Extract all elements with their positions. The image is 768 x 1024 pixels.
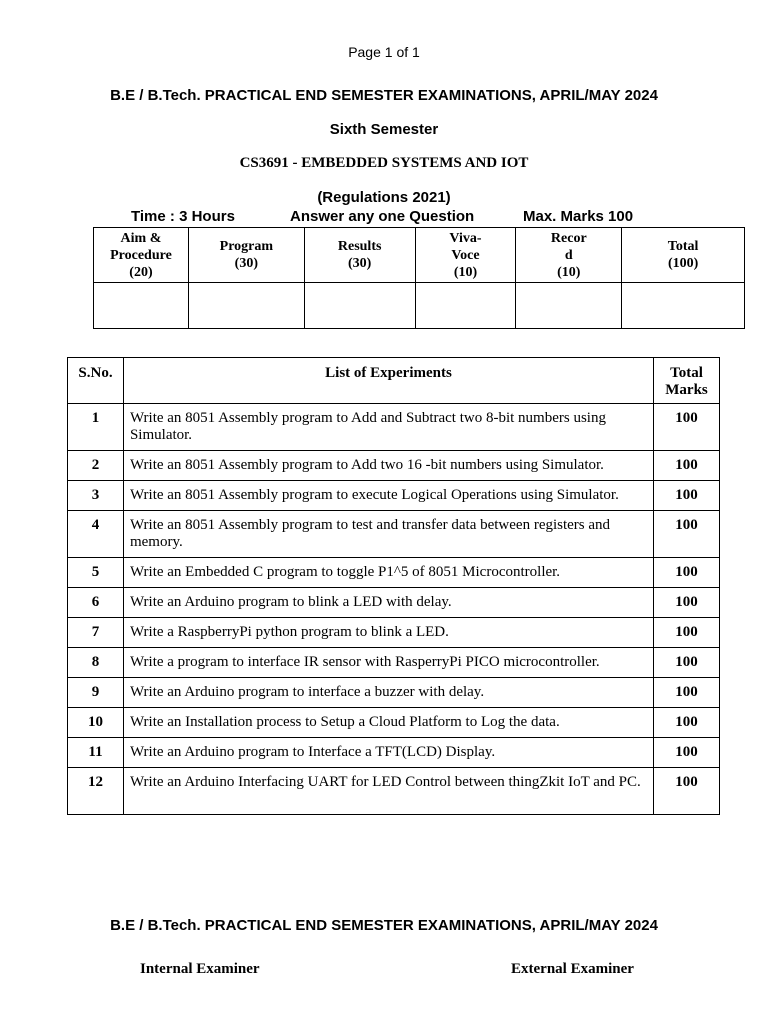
semester: Sixth Semester bbox=[329, 121, 439, 138]
footer-exam-title: B.E / B.Tech. PRACTICAL END SEMESTER EXAMINATIONS, APRIL/MAY 2024 bbox=[110, 917, 658, 934]
table-row bbox=[68, 588, 720, 618]
experiment-description: Write an 8051 Assembly program to Add two 16 -bit numbers using Simulator. bbox=[123, 451, 653, 481]
marks-header-program bbox=[188, 228, 304, 283]
header-line: (10) bbox=[453, 264, 478, 280]
header-line: Program bbox=[219, 239, 274, 254]
total-marks-header bbox=[654, 358, 720, 404]
table-row bbox=[68, 678, 720, 708]
internal-examiner-label: Internal Examiner bbox=[140, 961, 260, 977]
header-line: Marks bbox=[665, 382, 708, 398]
experiment-number: 9 bbox=[68, 678, 124, 708]
experiment-marks: 100 bbox=[654, 708, 720, 738]
header-line: (100) bbox=[667, 256, 699, 271]
exam-instruction: Answer any one Question bbox=[290, 208, 475, 225]
marks-entry-cell bbox=[516, 283, 622, 329]
table-row bbox=[68, 648, 720, 678]
header-line: d bbox=[564, 247, 573, 263]
exam-title: B.E / B.Tech. PRACTICAL END SEMESTER EXAMINATIONS, APRIL/MAY 2024 bbox=[110, 87, 658, 104]
exam-duration: Time : 3 Hours bbox=[131, 208, 235, 225]
experiment-number: 10 bbox=[68, 708, 124, 738]
experiment-description: Write an 8051 Assembly program to Add and Subtract two 8-bit numbers using Simulator. bbox=[123, 404, 653, 451]
table-row bbox=[68, 738, 720, 768]
page-number: Page 1 of 1 bbox=[348, 44, 420, 60]
marks-header-viva bbox=[415, 228, 516, 283]
header-line: (30) bbox=[348, 256, 372, 271]
experiment-number: 12 bbox=[68, 768, 124, 815]
experiment-number: 6 bbox=[68, 588, 124, 618]
header-line: Voce bbox=[451, 247, 480, 263]
header-line: Results bbox=[337, 239, 382, 254]
experiments-table bbox=[67, 357, 720, 815]
table-row bbox=[68, 618, 720, 648]
marks-header-aim bbox=[94, 228, 189, 283]
marks-entry-cell bbox=[622, 283, 745, 329]
experiment-number: 11 bbox=[68, 738, 124, 768]
experiment-number: 1 bbox=[68, 404, 124, 451]
marks-header-row bbox=[94, 228, 745, 283]
experiment-marks: 100 bbox=[654, 511, 720, 558]
header-line: Recor bbox=[550, 230, 587, 246]
experiment-number: 4 bbox=[68, 511, 124, 558]
experiment-number: 2 bbox=[68, 451, 124, 481]
experiment-description: Write an Arduino program to blink a LED with delay. bbox=[123, 588, 653, 618]
marks-entry-cell bbox=[188, 283, 304, 329]
external-examiner-label: External Examiner bbox=[511, 961, 634, 977]
experiment-description: Write an Arduino program to Interface a TFT(LCD) Display. bbox=[123, 738, 653, 768]
experiment-marks: 100 bbox=[654, 618, 720, 648]
experiment-number: 5 bbox=[68, 558, 124, 588]
marks-entry-cell bbox=[415, 283, 516, 329]
marks-entry-cell bbox=[94, 283, 189, 329]
marks-header-record bbox=[516, 228, 622, 283]
header-line: Procedure bbox=[110, 247, 172, 263]
header-line: (30) bbox=[234, 256, 258, 271]
experiment-number: 8 bbox=[68, 648, 124, 678]
marks-header-total bbox=[622, 228, 745, 283]
table-row bbox=[68, 481, 720, 511]
experiment-marks: 100 bbox=[654, 738, 720, 768]
experiment-description: Write an Arduino program to interface a buzzer with delay. bbox=[123, 678, 653, 708]
marks-entry-row bbox=[94, 283, 745, 329]
table-row bbox=[68, 511, 720, 558]
experiment-marks: 100 bbox=[654, 648, 720, 678]
experiments-header-row bbox=[68, 358, 720, 404]
experiments-list-header: List of Experiments bbox=[123, 358, 653, 404]
table-row bbox=[68, 768, 720, 815]
header-line: (10) bbox=[557, 264, 581, 280]
max-marks: Max. Marks 100 bbox=[523, 208, 634, 225]
table-row bbox=[68, 451, 720, 481]
regulations: (Regulations 2021) bbox=[317, 189, 451, 206]
marks-allocation-table bbox=[93, 227, 745, 329]
header-line: Aim & bbox=[120, 230, 162, 246]
header-line: Viva- bbox=[449, 230, 482, 246]
marks-header-results bbox=[304, 228, 415, 283]
experiment-description: Write an Installation process to Setup a Cloud Platform to Log the data. bbox=[123, 708, 653, 738]
experiment-description: Write an Embedded C program to toggle P1^5 of 8051 Microcontroller. bbox=[123, 558, 653, 588]
experiment-description: Write an 8051 Assembly program to execute Logical Operations using Simulator. bbox=[123, 481, 653, 511]
experiment-description: Write a RaspberryPi python program to blink a LED. bbox=[123, 618, 653, 648]
table-row bbox=[68, 558, 720, 588]
header-line: Total bbox=[670, 365, 703, 381]
marks-entry-cell bbox=[304, 283, 415, 329]
experiment-description: Write a program to interface IR sensor with RasperryPi PICO microcontroller. bbox=[123, 648, 653, 678]
experiment-description: Write an 8051 Assembly program to test and transfer data between registers and memory. bbox=[123, 511, 653, 558]
experiment-marks: 100 bbox=[654, 481, 720, 511]
experiment-marks: 100 bbox=[654, 558, 720, 588]
sno-header: S.No. bbox=[68, 358, 124, 404]
header-line: Total bbox=[667, 239, 699, 254]
experiment-marks: 100 bbox=[654, 588, 720, 618]
experiment-marks: 100 bbox=[654, 768, 720, 815]
header-line: (20) bbox=[129, 264, 153, 280]
experiment-marks: 100 bbox=[654, 451, 720, 481]
experiment-number: 3 bbox=[68, 481, 124, 511]
table-row bbox=[68, 404, 720, 451]
experiment-marks: 100 bbox=[654, 404, 720, 451]
experiment-marks: 100 bbox=[654, 678, 720, 708]
experiment-number: 7 bbox=[68, 618, 124, 648]
table-row bbox=[68, 708, 720, 738]
course-title: CS3691 - EMBEDDED SYSTEMS AND IOT bbox=[239, 155, 529, 171]
experiment-description: Write an Arduino Interfacing UART for LED Control between thingZkit IoT and PC. bbox=[123, 768, 653, 815]
